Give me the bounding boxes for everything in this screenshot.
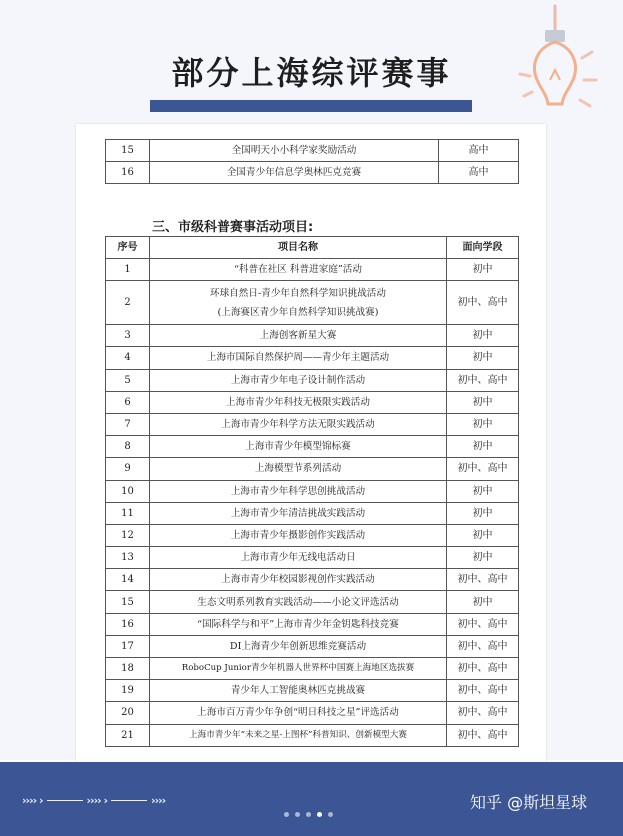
cell-name-line: “国际科学与和平”上海市青少年金钥匙科技竞赛 xyxy=(197,618,399,630)
top-table xyxy=(105,139,519,184)
cell-name-line: 上海市青少年模型锦标赛 xyxy=(245,441,351,453)
cell-name xyxy=(150,162,439,184)
section-title: 三、市级科普赛事活动项目: xyxy=(152,220,314,235)
cell-no: 9 xyxy=(106,458,150,480)
arrow-group: ›››› xyxy=(151,793,166,807)
page-title: 部分上海综评赛事 xyxy=(171,54,452,92)
cell-level: 高中 xyxy=(439,140,519,162)
header-name: 项目名称 xyxy=(150,237,447,259)
cell-name-line: 上海模型节系列活动 xyxy=(254,463,342,475)
cell-level: 初中 xyxy=(447,259,519,281)
cell-level: 初中、高中 xyxy=(447,281,519,325)
cell-name xyxy=(150,140,439,162)
page-dot-active[interactable] xyxy=(317,812,322,817)
cell-level: 初中 xyxy=(447,436,519,458)
cell-name xyxy=(150,724,447,746)
cell-no: 6 xyxy=(106,391,150,413)
table-row xyxy=(106,658,519,680)
cell-no: 5 xyxy=(106,369,150,391)
cell-name-line: 上海市青少年摄影创作实践活动 xyxy=(230,529,366,541)
table-row xyxy=(106,391,519,413)
cell-name xyxy=(150,547,447,569)
cell-no: 16 xyxy=(106,162,150,184)
cell-name xyxy=(150,458,447,480)
cell-name xyxy=(150,702,447,724)
title-underline xyxy=(150,100,472,112)
cell-name-line: 上海市青少年“未来之星-上图杯”科普知识、创新模型大赛 xyxy=(189,729,407,740)
table-row xyxy=(106,502,519,524)
cell-no: 3 xyxy=(106,325,150,347)
cell-name xyxy=(150,658,447,680)
cell-name-line: 上海市百万青少年争创“明日科技之星”评选活动 xyxy=(197,707,399,719)
chevron-icon: › xyxy=(100,793,108,807)
cell-level: 初中、高中 xyxy=(447,613,519,635)
cell-no: 15 xyxy=(106,140,150,162)
cell-level: 初中、高中 xyxy=(447,569,519,591)
table-row xyxy=(106,369,519,391)
divider-line xyxy=(47,800,83,801)
table-row xyxy=(106,635,519,657)
cell-no: 21 xyxy=(106,724,150,746)
cell-name xyxy=(150,680,447,702)
main-table xyxy=(105,236,519,747)
cell-name-line: 全国明天小小科学家奖励活动 xyxy=(231,145,357,156)
cell-level: 高中 xyxy=(439,162,519,184)
cell-level: 初中 xyxy=(447,325,519,347)
page-dot[interactable] xyxy=(328,812,333,817)
cell-name xyxy=(150,502,447,524)
cell-name-line: 上海市青少年电子设计制作活动 xyxy=(230,374,366,386)
header-level: 面向学段 xyxy=(447,237,519,259)
table-header-row xyxy=(106,237,519,259)
table-row xyxy=(106,458,519,480)
cell-no: 8 xyxy=(106,436,150,458)
cell-name-line: 上海市青少年校园影视创作实践活动 xyxy=(221,574,375,586)
cell-name xyxy=(150,325,447,347)
cell-level: 初中 xyxy=(447,524,519,546)
cell-no: 4 xyxy=(106,347,150,369)
cell-level: 初中、高中 xyxy=(447,724,519,746)
cell-no: 20 xyxy=(106,702,150,724)
table-row xyxy=(106,680,519,702)
cell-level: 初中 xyxy=(447,591,519,613)
cell-name-line: 全国青少年信息学奥林匹克竞赛 xyxy=(226,167,362,178)
cell-name-line: 上海市青少年科技无极限实践活动 xyxy=(226,396,370,408)
cell-name xyxy=(150,369,447,391)
cell-no: 17 xyxy=(106,635,150,657)
page-dot[interactable] xyxy=(284,812,289,817)
divider-line xyxy=(111,800,147,801)
table-row xyxy=(106,702,519,724)
cell-no: 15 xyxy=(106,591,150,613)
cell-name-line: 上海创客新星大赛 xyxy=(259,330,337,342)
cell-no: 1 xyxy=(106,259,150,281)
cell-no: 12 xyxy=(106,524,150,546)
table-row xyxy=(106,140,519,162)
table-row xyxy=(106,325,519,347)
table-row xyxy=(106,724,519,746)
cell-name-line: 上海市青少年清洁挑战实践活动 xyxy=(230,507,366,519)
cell-level: 初中、高中 xyxy=(447,458,519,480)
table-row xyxy=(106,569,519,591)
watermark: 知乎 @斯坦星球 xyxy=(470,793,588,812)
table-row xyxy=(106,613,519,635)
table-row xyxy=(106,162,519,184)
cell-level: 初中 xyxy=(447,502,519,524)
cell-name-line: 上海市青少年无线电活动日 xyxy=(240,552,356,564)
cell-level: 初中 xyxy=(447,347,519,369)
page-dot[interactable] xyxy=(306,812,311,817)
cell-name xyxy=(150,613,447,635)
table-row xyxy=(106,281,519,325)
cell-name-line: 上海市青少年科学思创挑战活动 xyxy=(230,485,366,497)
cell-level: 初中、高中 xyxy=(447,680,519,702)
cell-name xyxy=(150,635,447,657)
cell-name xyxy=(150,591,447,613)
cell-name xyxy=(150,347,447,369)
cell-no: 13 xyxy=(106,547,150,569)
cell-name-line: RoboCup Junior青少年机器人世界杯中国赛上海地区选拔赛 xyxy=(181,663,415,674)
page-dot[interactable] xyxy=(295,812,300,817)
cell-no: 7 xyxy=(106,413,150,435)
table-row xyxy=(106,480,519,502)
cell-no: 19 xyxy=(106,680,150,702)
chevron-icon: › xyxy=(36,793,43,807)
cell-name-line: DI上海青少年创新思维竞赛活动 xyxy=(229,640,367,652)
cell-level: 初中、高中 xyxy=(447,369,519,391)
table-row xyxy=(106,436,519,458)
cell-name xyxy=(150,281,447,325)
decorative-arrows xyxy=(22,790,242,810)
cell-name-line: (上海赛区青少年自然科学知识挑战赛) xyxy=(217,306,379,318)
table-row xyxy=(106,347,519,369)
cell-name xyxy=(150,436,447,458)
cell-level: 初中、高中 xyxy=(447,635,519,657)
table-row xyxy=(106,259,519,281)
cell-no: 14 xyxy=(106,569,150,591)
cell-level: 初中 xyxy=(447,413,519,435)
cell-no: 11 xyxy=(106,502,150,524)
cell-name-line: 上海市国际自然保护周——青少年主题活动 xyxy=(206,352,390,364)
header-no: 序号 xyxy=(106,237,150,259)
cell-name xyxy=(150,480,447,502)
cell-name xyxy=(150,413,447,435)
lightbulb-icon xyxy=(508,0,608,125)
cell-name-line: 环球自然日-青少年自然科学知识挑战活动 xyxy=(210,287,386,299)
cell-level: 初中、高中 xyxy=(447,702,519,724)
cell-name-line: 青少年人工智能奥林匹克挑战赛 xyxy=(230,685,366,697)
table-row xyxy=(106,413,519,435)
arrow-group: ›››› xyxy=(86,793,101,807)
cell-no: 16 xyxy=(106,613,150,635)
page-indicator[interactable] xyxy=(284,812,333,817)
cell-level: 初中 xyxy=(447,547,519,569)
footer-bar xyxy=(0,762,623,836)
cell-level: 初中、高中 xyxy=(447,658,519,680)
table-row xyxy=(106,547,519,569)
cell-name-line: 上海市青少年科学方法无限实践活动 xyxy=(221,419,375,431)
cell-level: 初中 xyxy=(447,480,519,502)
table-row xyxy=(106,524,519,546)
cell-name-line: “科普在社区 科普进家庭”活动 xyxy=(234,264,362,276)
cell-name xyxy=(150,391,447,413)
cell-no: 18 xyxy=(106,658,150,680)
cell-no: 2 xyxy=(106,281,150,325)
arrow-group: ›››› xyxy=(22,793,37,807)
cell-name xyxy=(150,524,447,546)
cell-name xyxy=(150,569,447,591)
cell-name-line: 生态文明系列教育实践活动——小论文评选活动 xyxy=(197,596,399,608)
cell-level: 初中 xyxy=(447,391,519,413)
table-row xyxy=(106,591,519,613)
cell-no: 10 xyxy=(106,480,150,502)
cell-name xyxy=(150,259,447,281)
